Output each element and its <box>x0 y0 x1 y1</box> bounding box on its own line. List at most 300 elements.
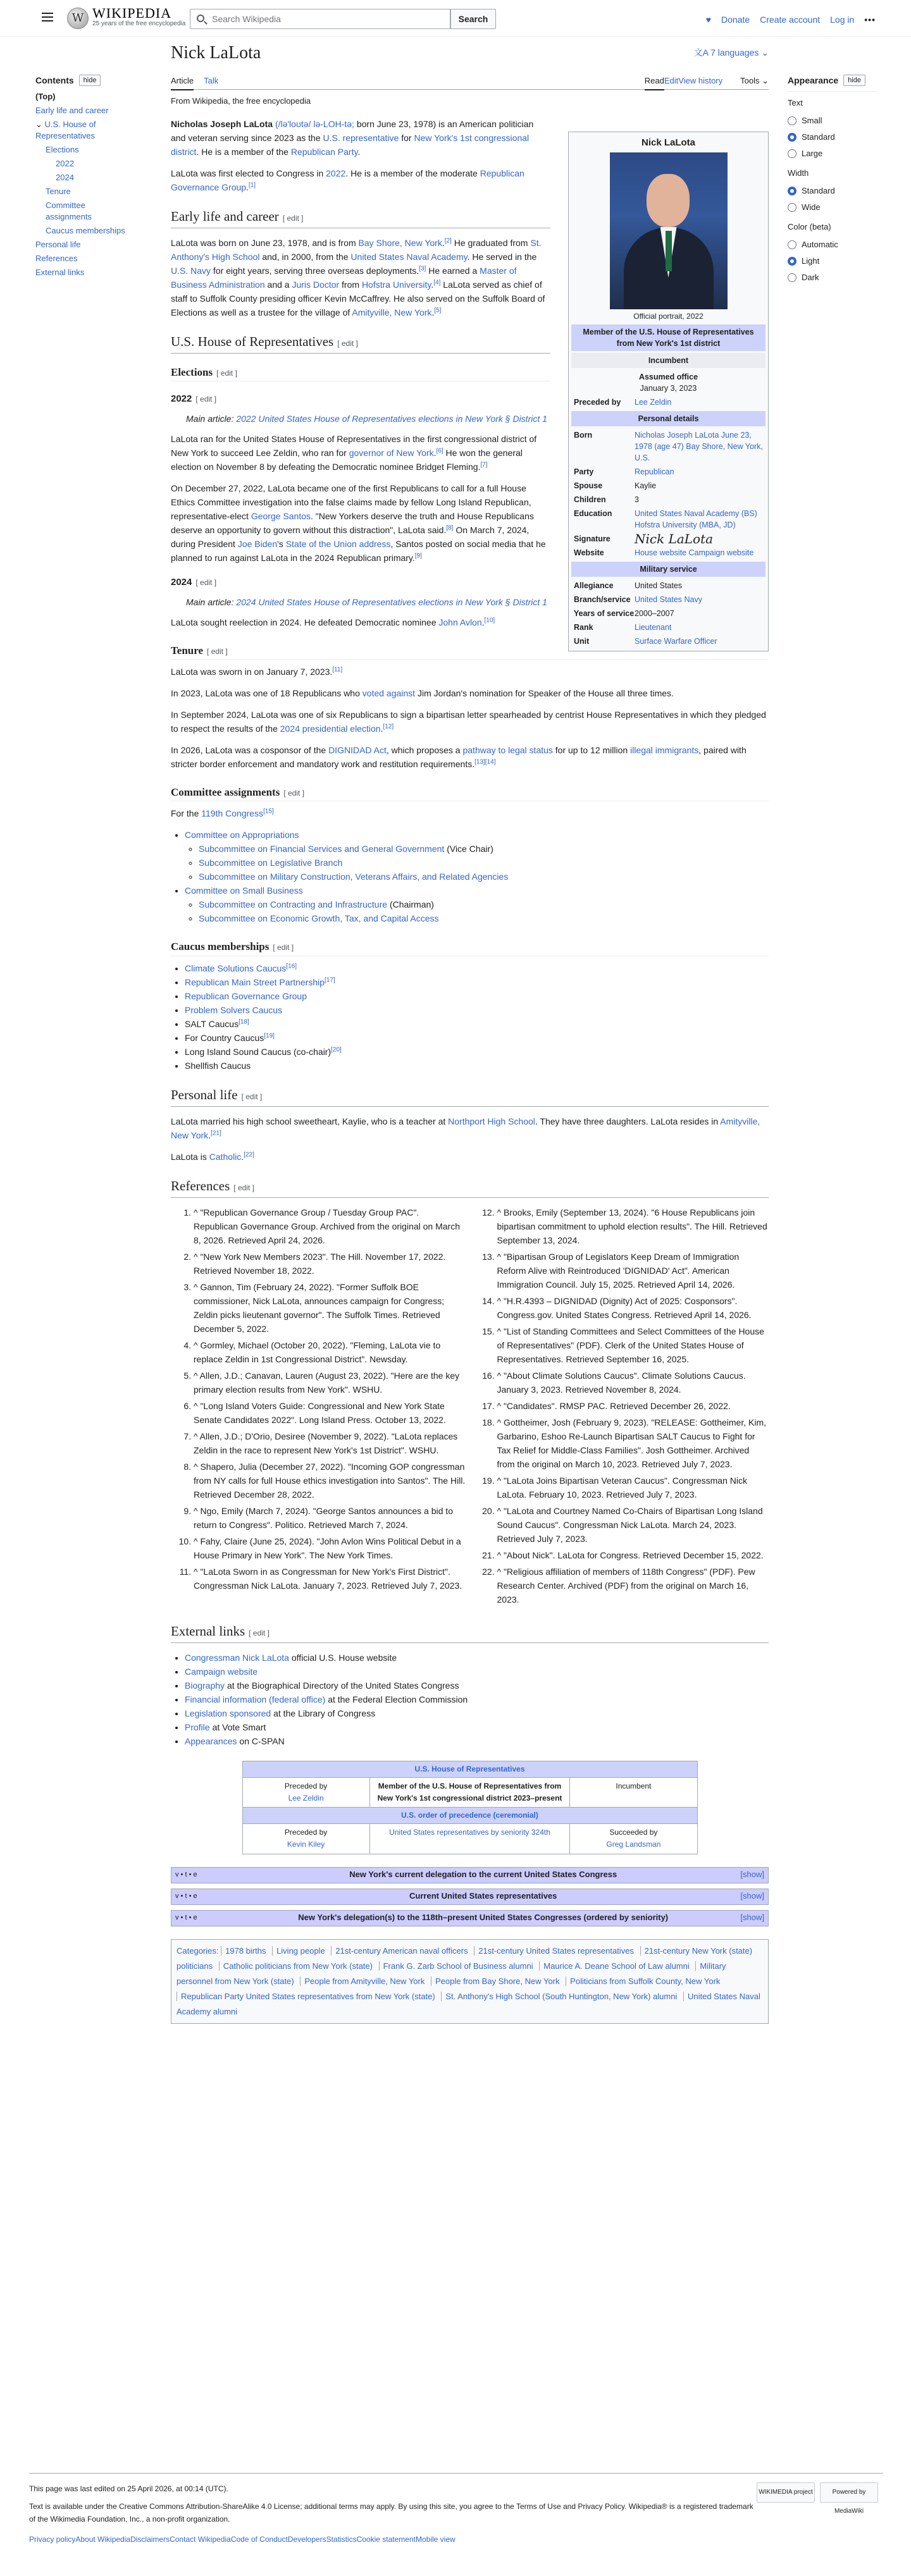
infobox-military-rows <box>571 579 765 648</box>
precedence-preceded <box>243 1824 369 1853</box>
hofstra-link[interactable]: Hofstra University <box>361 279 431 290</box>
caucus-name: SALT Caucus <box>185 1018 239 1029</box>
catholic-link[interactable]: Catholic <box>209 1151 242 1162</box>
assumed-office-label: Assumed office <box>638 373 698 381</box>
radio-icon[interactable] <box>788 133 796 142</box>
intro-name: Nicholas Joseph LaLota <box>171 118 273 129</box>
navboxes <box>171 1867 769 1926</box>
list-item <box>185 1017 769 1031</box>
category-link[interactable]: Frank G. Zarb School of Business alumni <box>379 1961 537 1971</box>
category-link[interactable]: Military personnel from New York (state) <box>177 1961 726 1986</box>
toc-title-text: Contents <box>35 75 74 85</box>
section-external-title: External links <box>171 1623 245 1639</box>
section-2024-title: 2024 <box>171 576 192 588</box>
label: Preceded by <box>284 1781 328 1790</box>
caucus-name: For Country Caucus <box>185 1032 264 1043</box>
reference-item[interactable]: 10. ^ Fahy, Claire (June 25, 2024). "John Avlon Wins Political Debut in a House Primary in New York". The New York Times. <box>194 1534 466 1562</box>
reference-item[interactable]: 20. ^ "LaLota and Courtney Named Co-Chairs of Bipartisan Long Island Sound Caucus". Congressman Nick LaLota. March 24, 2023. Retrieved July 7, 2023. <box>497 1504 769 1546</box>
intro-text: for <box>401 132 412 143</box>
main-menu-icon[interactable] <box>42 13 53 22</box>
radio-icon[interactable] <box>788 187 796 195</box>
infobox-key: Party <box>574 467 594 476</box>
list-item <box>185 1679 769 1692</box>
list-item <box>199 856 769 870</box>
list-item <box>185 1651 769 1665</box>
main-article-2024-link[interactable]: 2024 United States House of Representatives elections in New York § District 1 <box>236 596 547 607</box>
reference-item[interactable]: 3. ^ Gannon, Tim (February 24, 2022). "Former Suffolk BOE commissioner, Nick LaLota, announces campaign for Congress; Zeldin picks lieutenant governor". The Suffolk Times. Retrieved December 5, 2022. <box>194 1280 466 1336</box>
text: For the <box>171 808 199 819</box>
pathway-link[interactable]: pathway to legal status <box>462 745 553 756</box>
radio-option[interactable] <box>788 269 876 286</box>
119th-congress-link[interactable]: 119th Congress <box>201 808 264 819</box>
text: LaLota served as chief of staff to Suffolk County presiding officer Kevin McCaffrey. He also served on the Suffolk Board of Elections as well as a trustee for the village of <box>171 279 545 317</box>
voted-against-link[interactable]: voted against <box>362 688 416 699</box>
caucus-list <box>185 961 769 1073</box>
election-2024-link[interactable]: 2024 presidential election <box>280 724 381 734</box>
tenure-p1 <box>171 665 769 679</box>
naval-academy-link[interactable]: United States Naval Academy <box>350 251 468 262</box>
text: and, in 2000, from the <box>262 251 349 262</box>
navbox-title[interactable]: New York's current delegation to the current United States Congress <box>349 1870 617 1880</box>
reference-item[interactable]: 16. ^ "About Climate Solutions Caucus". Climate Solutions Caucus. January 3, 2023. Retrieved November 8, 2024. <box>497 1369 769 1396</box>
portrait-caption: Official portrait, 2022 <box>633 312 703 321</box>
reference-item[interactable]: 7. ^ Allen, J.D.; D'Orio, Desiree (November 9, 2022). "LaLota replaces Zeldin in the race to represent New York's 1st District". WSHU. <box>194 1429 466 1457</box>
donate-link[interactable]: Donate <box>721 15 750 25</box>
toc-item-2024[interactable]: 2024 <box>56 173 74 183</box>
infobox-value: 3 <box>635 495 639 504</box>
external-links-list <box>185 1651 769 1748</box>
navbox-title[interactable]: Current United States representatives <box>409 1891 557 1901</box>
preceded-label: Preceded by <box>574 398 621 407</box>
bay-shore-link[interactable]: Bay Shore, New York <box>358 237 442 248</box>
radio-icon[interactable] <box>788 273 796 282</box>
text: LaLota ran for the United States House of Representatives in the first congressional district of New York to succeed Lee Zeldin, who ran for <box>171 433 537 458</box>
radio-label: Standard <box>802 132 835 142</box>
edit-link[interactable]: [ edit ] <box>216 368 237 378</box>
navbox-title[interactable]: New York's delegation(s) to the 118th–present United States Congresses (ordered by seniority) <box>298 1913 669 1923</box>
categories-label[interactable]: Categories: <box>177 1945 219 1956</box>
navbox-show-button[interactable]: [show] <box>740 1891 764 1901</box>
label: Preceded by <box>284 1828 328 1837</box>
list-item <box>185 1045 769 1059</box>
reference-item[interactable]: 13. ^ "Bipartisan Group of Legislators Keep Dream of Immigration Reform Alive with Reintroduced 'DIGNIDAD' Act". American Immigration Council. July 15, 2025. Retrieved April 14, 2026. <box>497 1250 769 1291</box>
radio-label: Dark <box>802 272 819 282</box>
ref-13-14[interactable]: [13][14] <box>474 758 496 766</box>
infobox-value: United States Navy <box>635 595 702 604</box>
northport-link[interactable]: Northport High School <box>448 1116 535 1126</box>
text-size-label: Text <box>788 98 803 108</box>
toc-item-external[interactable]: External links <box>35 268 85 278</box>
edit-link[interactable]: [ edit ] <box>241 1092 263 1101</box>
section-house-title: U.S. House of Representatives <box>171 333 334 349</box>
footer-link[interactable]: Code of Conduct <box>230 2535 288 2544</box>
greg-landsman-link[interactable]: Greg Landsman <box>606 1840 661 1849</box>
category-link[interactable]: 21st-century New York (state) politicians <box>177 1945 753 1971</box>
reference-item[interactable]: 21. ^ "About Nick". LaLota for Congress. Retrieved December 15, 2022. <box>497 1548 769 1562</box>
caucus-name: Shellfish Caucus <box>185 1060 251 1071</box>
toc-item-2022[interactable]: 2022 <box>56 159 74 169</box>
category-link[interactable]: Politicians from Suffolk County, New York <box>566 1976 724 1986</box>
subcommittee-role: (Chairman) <box>389 899 434 910</box>
illegal-immigrants-link[interactable]: illegal immigrants <box>630 745 699 756</box>
tab-tools[interactable]: Tools ⌄ <box>740 76 769 85</box>
text: Jim Jordan's nomination for Speaker of the House all three times. <box>417 688 674 699</box>
infobox-value: United States Naval Academy (BS) Hofstra University (MBA, JD) <box>635 509 757 529</box>
reference-item[interactable]: 18. ^ Gottheimer, Josh (February 9, 2023). "RELEASE: Gottheimer, Kim, Garbarino, Eshoo Re-Launch Bipartisan SALT Caucus to Fight for Tax Relief for Middle-Class Families". Josh Gottheimer. Archived from the original on March 10, 2023. Retrieved July 7, 2023. <box>497 1415 769 1471</box>
subcommittee-link[interactable]: Subcommittee on Financial Services and General Government <box>199 844 445 854</box>
reference-item[interactable]: 5. ^ Allen, J.D.; Canavan, Lauren (August 23, 2022). "Here are the key primary election results from New York". WSHU. <box>194 1369 466 1396</box>
reference-item[interactable]: 14. ^ "H.R.4393 – DIGNIDAD (Dignity) Act of 2025: Cosponsors". Congress.gov. United States Congress. Retrieved April 14, 2026. <box>497 1294 769 1322</box>
personal-p1: LaLota married his high school sweetheart, Kaylie, who is a teacher at Northport High School. They have three daughters. LaLota resides in Amityville, New York.[21] <box>171 1116 760 1140</box>
tab-article[interactable]: Article <box>171 76 194 90</box>
intro-text: . He is a member of the <box>196 146 288 157</box>
category-link[interactable]: 21st-century United States representatives <box>474 1946 638 1956</box>
infobox-office[interactable]: Member of the U.S. House of Representatives from New York's 1st district <box>571 324 765 351</box>
sotu-link[interactable]: State of the Union address <box>285 538 391 549</box>
text: for up to 12 million <box>555 745 628 756</box>
dignidad-link[interactable]: DIGNIDAD Act <box>328 745 387 756</box>
tagline: 25 years of the free encyclopedia <box>92 20 186 27</box>
appropriations-link[interactable]: Committee on Appropriations <box>185 830 299 841</box>
infobox-row <box>571 620 765 634</box>
amityville-link[interactable]: Amityville, New York <box>352 307 432 317</box>
donate-icon: ♥ <box>705 15 712 25</box>
ref-7[interactable]: [7] <box>480 461 488 469</box>
caucus-name[interactable]: Republican Main Street Partnership <box>185 977 325 987</box>
list-item <box>199 870 769 884</box>
search-button[interactable]: Search <box>450 9 496 29</box>
small-business-link[interactable]: Committee on Small Business <box>185 885 303 896</box>
st-anthonys-link[interactable]: St. Anthony's High School <box>171 237 542 262</box>
ref-9[interactable]: [9] <box>414 552 422 560</box>
external-link[interactable]: Congressman Nick LaLota <box>185 1652 289 1663</box>
succession-header-link[interactable]: U.S. House of Representatives <box>414 1764 525 1773</box>
reference-item[interactable]: 15. ^ "List of Standing Committees and Select Committees of the House of Representatives" (PDF). Clerk of the United States House of Representatives. Retrieved September 16, 2025. <box>497 1324 769 1366</box>
ref[interactable]: [20] <box>331 1045 342 1053</box>
toc-item-references[interactable]: References <box>35 254 78 264</box>
radio-option[interactable] <box>788 237 876 253</box>
ref[interactable]: [16] <box>286 962 297 970</box>
infobox-row <box>571 579 765 593</box>
footer-link[interactable]: Mobile view <box>415 2535 456 2544</box>
color-label: Color (beta) <box>788 221 831 231</box>
reference-item[interactable]: 4. ^ Gormley, Michael (October 20, 2022). "Fleming, LaLota vie to replace Zeldin in 1st Congressional District". Newsday. <box>194 1338 466 1366</box>
ref-1[interactable]: [1] <box>248 182 256 189</box>
search-input[interactable] <box>190 9 450 29</box>
subcommittee-link[interactable]: Subcommittee on Contracting and Infrastructure <box>199 899 388 910</box>
text: . He served in the <box>467 251 537 262</box>
toc-hide-button[interactable]: hide <box>79 75 101 86</box>
category-link[interactable]: People from Amityville, New York <box>300 1976 428 1986</box>
ref-5[interactable]: [5] <box>434 307 442 314</box>
tenure-p3: In September 2024, LaLota was one of six Republicans to sign a bipartisan letter spearheaded by centrist House Representatives in which they pledged to respect the results of the 2024 presidential election.[12] <box>171 710 766 734</box>
navbox-vte[interactable]: v • t • e <box>175 1913 197 1921</box>
toc-item-committee[interactable]: Committee assignments <box>46 200 92 222</box>
radio-option[interactable] <box>788 253 876 269</box>
list-item <box>185 1665 769 1679</box>
amityville-link[interactable]: Amityville, New York <box>171 1116 760 1140</box>
committee-intro <box>171 806 769 820</box>
site-header <box>0 0 911 37</box>
ref-21[interactable]: [21] <box>211 1129 221 1137</box>
infobox-row <box>571 479 765 493</box>
main-article-2022-link[interactable]: 2022 United States House of Representatives elections in New York § District 1 <box>236 413 547 424</box>
reference-item[interactable]: 9. ^ Ngo, Emily (March 7, 2024). "George Santos announces a bid to return to Congress". Politico. Retrieved March 7, 2024. <box>194 1504 466 1532</box>
infobox-value: House website Campaign website <box>635 548 754 557</box>
list-item <box>199 911 769 925</box>
footer-link[interactable]: Contact Wikipedia <box>170 2535 231 2544</box>
navbox[interactable] <box>171 1910 769 1926</box>
appearance-panel <box>788 73 876 286</box>
infobox-row <box>571 465 765 479</box>
ref-4[interactable]: [4] <box>433 279 441 287</box>
list-item <box>199 842 769 856</box>
footer-link[interactable]: Statistics <box>326 2535 357 2544</box>
edit-link[interactable]: [ edit ] <box>195 394 217 404</box>
preceded-link[interactable]: Lee Zeldin <box>635 398 672 407</box>
reference-item[interactable]: 11. ^ "LaLota Sworn in as Congressman for New York's First District". Congressman Nick LaLota. January 7, 2023. Retrieved July 7, 2023. <box>194 1565 466 1593</box>
early-p: LaLota was born on June 23, 1978, and is from Bay Shore, New York.[2] He graduated from St. Anthony's High School and, in 2000, from the United States Naval Academy. He served in the U.S. Navy for eight years, serving three overseas deployments.[3] He earned a Master of Business Administration and a Juris Doctor from Hofstra University.[4] LaLota served as chief of staff to Suffolk County presiding officer Kevin McCaffrey. He also served on the Suffolk Board of Elections as well as a trustee for the village of Amityville, New York.[5] <box>171 237 545 317</box>
reference-item[interactable]: 8. ^ Shapero, Julia (December 27, 2022). "Incoming GOP congressman from NY calls for full House ethics investigation into Santos". The Hill. Retrieved December 28, 2022. <box>194 1460 466 1501</box>
infobox-row <box>571 493 765 507</box>
text: , paired with stricter border enforcement and mandatory work and restitution requirements. <box>171 745 747 770</box>
caucus-name: Long Island Sound Caucus (co-chair) <box>185 1046 332 1057</box>
ref-15[interactable]: [15] <box>263 808 274 815</box>
toc-item-personal[interactable]: Personal life <box>35 240 81 250</box>
category-link[interactable]: St. Anthony's High School (South Huntington, New York) alumni <box>441 1992 681 2001</box>
reference-item[interactable]: 22. ^ "Religious affiliation of members of 118th Congress" (PDF). Pew Research Center. Archived (PDF) from the original on March 16, 2023. <box>497 1565 769 1606</box>
create-account-link[interactable]: Create account <box>760 15 821 25</box>
edit-link[interactable]: [ edit ] <box>233 1183 254 1192</box>
infobox-key: Education <box>574 509 612 518</box>
subcommittee-link[interactable]: Subcommittee on Legislative Branch <box>199 858 343 868</box>
category-link[interactable]: Living people <box>272 1946 329 1956</box>
external-link[interactable]: Profile <box>185 1722 210 1732</box>
ref-22[interactable]: [22] <box>244 1150 254 1158</box>
text-size-options <box>788 113 876 162</box>
external-link[interactable]: Campaign website <box>185 1666 258 1677</box>
text: LaLota married his high school sweetheart, Kaylie, who is a teacher at <box>171 1116 446 1126</box>
toc-item-caucus[interactable]: Caucus memberships <box>46 226 125 236</box>
edit-link[interactable]: [ edit ] <box>282 213 304 223</box>
radio-icon[interactable] <box>788 116 796 125</box>
external-link[interactable]: Financial information (federal office) <box>185 1694 326 1704</box>
joe-biden-link[interactable]: Joe Biden <box>237 538 278 549</box>
external-link[interactable]: Legislation sponsored <box>185 1708 271 1718</box>
navbox[interactable] <box>171 1889 769 1905</box>
radio-icon[interactable] <box>788 149 796 158</box>
edit-link[interactable]: [ edit ] <box>337 338 358 348</box>
reference-item[interactable]: 1. ^ "Republican Governance Group / Tuesday Group PAC". Republican Governance Group. Archived from the original on March 8, 2026. Retrieved April 24, 2026. <box>194 1205 466 1247</box>
reference-item[interactable]: 6. ^ "Long Island Voters Guide: Congressional and New York State Senate Candidates 2022". Long Island Press. October 13, 2022. <box>194 1399 466 1427</box>
radio-option[interactable] <box>788 129 876 145</box>
external-link-desc: at Vote Smart <box>212 1722 266 1732</box>
license-text: Text is available under the Creative Commons Attribution-ShareAlike 4.0 License; additional terms may apply. By using this site, you agree to the Terms of Use and Privacy Policy. Wikipedia® is a registered trademark of the Wikimedia Foundation, Inc., a non-profit organization. <box>29 2502 753 2524</box>
infobox-key: Branch/service <box>574 595 631 604</box>
radio-label: Large <box>802 149 823 159</box>
chevron-down-icon[interactable]: ⌄ <box>35 120 45 130</box>
ref-11[interactable]: [11] <box>332 666 343 674</box>
wordmark[interactable] <box>92 6 185 28</box>
intro-text: born June 23, 1978) is an American politician and veteran serving since 2023 as the <box>171 118 534 143</box>
wikimedia-badge[interactable]: WIKIMEDIA project <box>757 2482 815 2503</box>
tab-history[interactable]: View history <box>678 76 723 85</box>
tab-talk[interactable]: Talk <box>204 76 219 85</box>
language-button[interactable]: 文A 7 languages ⌄ <box>693 47 769 58</box>
tenure-p2 <box>171 686 769 700</box>
tab-edit[interactable]: Edit <box>664 76 679 85</box>
subcommittee-link[interactable]: Subcommittee on Economic Growth, Tax, and Capital Access <box>199 913 439 924</box>
ref-10[interactable]: [10] <box>484 617 495 624</box>
personal-p2: LaLota is Catholic.[22] <box>171 1150 254 1162</box>
radio-option[interactable] <box>788 113 876 129</box>
toc-item-early-life[interactable]: Early life and career <box>35 106 109 116</box>
ref-6[interactable]: [6] <box>436 447 443 455</box>
small-business-subs <box>199 897 769 925</box>
last-edited: This page was last edited on 25 April 2026, at 00:14 (UTC). <box>29 2484 228 2493</box>
edit-link[interactable]: [ edit ] <box>249 1628 270 1637</box>
official-portrait[interactable] <box>610 152 728 309</box>
toc-item-elections[interactable]: Elections <box>46 145 79 155</box>
width-label: Width <box>788 168 809 178</box>
navbox-show-button[interactable]: [show] <box>740 1870 764 1880</box>
edit-link[interactable]: [ edit ] <box>283 789 305 798</box>
lee-zeldin-link[interactable]: Lee Zeldin <box>288 1793 324 1803</box>
subcommittee-role: (Vice Chair) <box>447 844 493 854</box>
section-committee-title: Committee assignments <box>171 786 280 799</box>
list-item <box>185 1059 769 1073</box>
ref[interactable]: [18] <box>239 1018 249 1025</box>
category-link[interactable]: Maurice A. Deane School of Law alumni <box>539 1961 693 1971</box>
category-link[interactable]: 1978 births <box>221 1946 270 1956</box>
ref-2[interactable]: [2] <box>444 237 452 245</box>
article-body-wide <box>171 642 769 2024</box>
jd-link[interactable]: Juris Doctor <box>292 279 340 290</box>
section-references <box>171 1176 769 1198</box>
radio-icon[interactable] <box>788 257 796 266</box>
footer-link[interactable]: Cookie statement <box>356 2535 416 2544</box>
ipa-link[interactable]: (/lə'loʊtə/ lə-LOH-tə; <box>275 118 354 129</box>
ref-12[interactable]: [12] <box>383 723 394 730</box>
mba-link[interactable]: Master of Business Administration <box>171 265 517 290</box>
2022-link[interactable]: 2022 <box>326 168 346 178</box>
succession-header <box>243 1761 697 1777</box>
toc-item-tenure[interactable]: Tenure <box>46 187 71 197</box>
intro-text: . <box>357 146 361 157</box>
radio-option[interactable] <box>788 183 876 199</box>
category-link[interactable]: People from Bay Shore, New York <box>431 1976 564 1986</box>
footer-link[interactable]: Disclaimers <box>130 2535 170 2544</box>
subcommittee-link[interactable]: Subcommittee on Military Construction, Veterans Affairs, and Related Agencies <box>199 872 509 882</box>
edit-link[interactable]: [ edit ] <box>273 943 294 952</box>
category-link[interactable]: Republican Party United States representatives from New York (state) <box>177 1992 439 2001</box>
category-list <box>177 1946 760 2016</box>
text: 's <box>277 538 283 549</box>
radio-icon[interactable] <box>788 240 796 249</box>
caucus-name[interactable]: Problem Solvers Caucus <box>185 1004 283 1015</box>
george-santos-link[interactable]: George Santos <box>251 510 311 521</box>
appearance-title-text: Appearance <box>788 75 839 85</box>
category-link[interactable]: 21st-century American naval officers <box>331 1946 471 1956</box>
radio-option[interactable] <box>788 145 876 162</box>
reference-item[interactable]: 12. ^ Brooks, Emily (September 13, 2024). "6 House Republicans join bipartisan commitment to uphold election results". The Hill. Retrieved September 13, 2024. <box>497 1205 769 1247</box>
toc-item-top[interactable]: (Top) <box>35 92 56 102</box>
caucus-name[interactable]: Climate Solutions Caucus <box>185 963 287 973</box>
list-item <box>185 884 769 925</box>
footer-link[interactable]: Privacy policy <box>29 2535 76 2544</box>
text: In 2026, LaLota was a cosponsor of the <box>171 745 326 756</box>
navbox-vte[interactable]: v • t • e <box>175 1870 197 1878</box>
mediawiki-badge[interactable]: Powered by MediaWiki <box>820 2482 878 2503</box>
ref-8[interactable]: [8] <box>446 524 454 532</box>
precedence-rank <box>369 1824 570 1853</box>
navbox[interactable] <box>171 1867 769 1883</box>
edit-link[interactable]: [ edit ] <box>207 646 228 656</box>
text: and a <box>267 279 290 290</box>
us-navy-link[interactable]: U.S. Navy <box>171 265 211 276</box>
list-item <box>185 1031 769 1045</box>
edit-link[interactable]: [ edit ] <box>195 577 217 587</box>
list-item <box>185 1003 769 1017</box>
category-link[interactable]: United States Naval Academy alumni <box>177 1991 760 2016</box>
district-link[interactable]: New York's 1st congressional district <box>171 132 530 157</box>
external-link[interactable]: Biography <box>185 1680 225 1691</box>
external-link-desc: at the Federal Election Commission <box>328 1694 468 1704</box>
more-options-icon[interactable]: ••• <box>864 15 876 25</box>
section-committee <box>171 784 769 801</box>
section-elections <box>171 364 550 381</box>
precedence-link[interactable]: U.S. order of precedence (ceremonial) <box>401 1811 538 1820</box>
caucus-name[interactable]: Republican Governance Group <box>185 990 307 1001</box>
footer-link[interactable]: About Wikipedia <box>75 2535 131 2544</box>
reference-item[interactable]: 2. ^ "New York New Members 2023". The Hill. November 17, 2022. Retrieved November 18, 2022. <box>194 1250 466 1278</box>
wikipedia-globe-logo[interactable]: W <box>67 8 89 29</box>
radio-icon[interactable] <box>788 203 796 212</box>
external-link[interactable]: Appearances <box>185 1735 237 1746</box>
ref[interactable]: [19] <box>264 1032 275 1039</box>
kevin-kiley-link[interactable]: Kevin Kiley <box>287 1840 325 1849</box>
appearance-title <box>788 73 876 92</box>
tenure-p4 <box>171 743 769 771</box>
toc-item-house[interactable]: U.S. House of Representatives <box>35 120 96 141</box>
republican-party-link[interactable]: Republican Party <box>290 146 358 157</box>
governor-link[interactable]: governor of New York <box>349 447 434 458</box>
john-avlon-link[interactable]: John Avlon <box>438 617 482 627</box>
seniority-link[interactable]: United States representatives by seniority 324th <box>389 1828 550 1837</box>
user-links <box>706 13 876 27</box>
text: from <box>342 279 360 290</box>
ref[interactable]: [17] <box>325 976 335 983</box>
reference-item[interactable]: 19. ^ "LaLota Joins Bipartisan Veteran Caucus". Congressman Nick LaLota. February 10, 2023. Retrieved July 7, 2023. <box>497 1474 769 1501</box>
footer <box>29 2473 883 2546</box>
navbox-vte[interactable]: v • t • e <box>175 1892 197 1900</box>
infobox <box>568 132 769 651</box>
category-link[interactable]: Catholic politicians from New York (state) <box>219 1961 376 1971</box>
tab-read[interactable]: Read <box>645 76 664 90</box>
us-rep-link[interactable]: U.S. representative <box>323 132 399 143</box>
login-link[interactable]: Log in <box>830 15 855 25</box>
footer-link[interactable]: Developers <box>287 2535 326 2544</box>
ref-3[interactable]: [3] <box>419 265 426 273</box>
appearance-hide-button[interactable]: hide <box>843 75 865 86</box>
e2022-p1: LaLota ran for the United States House of Representatives in the first congressional district of New York to succeed Lee Zeldin, who ran for governor of New York.[6] He won the general election on November 8 by defeating the Democratic nominee Bridget Fleming.[7] <box>171 433 537 472</box>
radio-option[interactable] <box>788 199 876 216</box>
list-item <box>185 961 769 975</box>
section-early-life <box>171 207 550 228</box>
reference-item[interactable]: 17. ^ "Candidates". RMSP PAC. Retrieved December 26, 2022. <box>497 1399 769 1413</box>
navbox-show-button[interactable]: [show] <box>740 1913 764 1923</box>
governance-group-link[interactable]: Republican Governance Group <box>171 168 524 192</box>
